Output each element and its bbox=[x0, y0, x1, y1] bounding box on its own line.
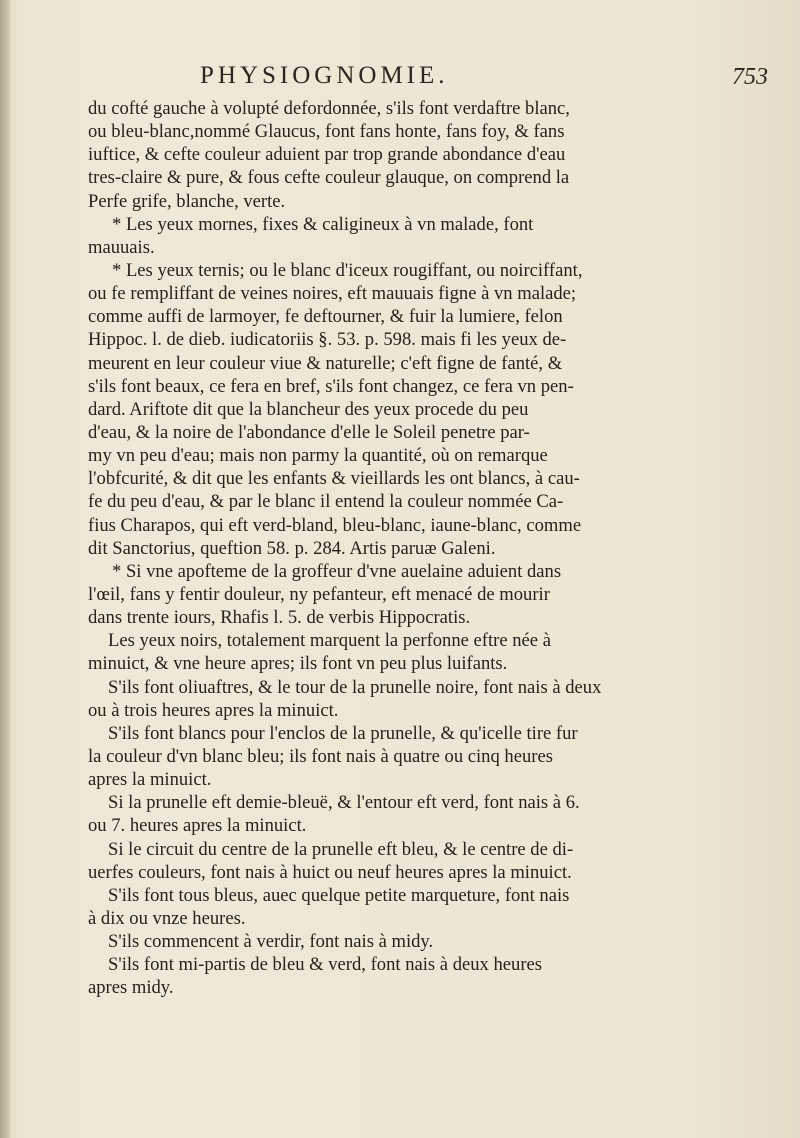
text-line: * Les yeux ternis; ou le blanc d'iceux rougiffant, ou noirciffant, bbox=[112, 259, 583, 281]
text-line: fe du peu d'eau, & par le blanc il entend la couleur nommée Ca- bbox=[88, 491, 564, 513]
text-line: mauuais. bbox=[88, 236, 155, 258]
text-line: S'ils font tous bleus, auec quelque petite marqueture, font nais bbox=[108, 884, 570, 906]
text-line: * Si vne apofteme de la groffeur d'vne auelaine aduient dans bbox=[112, 560, 562, 582]
text-line: minuict, & vne heure apres; ils font vn peu plus luifants. bbox=[88, 653, 508, 675]
text-line: d'eau, & la noire de l'abondance d'elle le Soleil penetre par- bbox=[88, 421, 530, 443]
text-line: du cofté gauche à volupté defordonnée, s'ils font verdaftre blanc, bbox=[88, 98, 570, 119]
text-line: tres-claire & pure, & fous cefte couleur glauque, on comprend la bbox=[88, 167, 570, 189]
text-line: dit Sanctorius, queftion 58. p. 284. Artis paruæ Galeni. bbox=[88, 537, 496, 559]
page-number: 753 bbox=[732, 64, 768, 90]
body-text bbox=[88, 97, 768, 999]
text-line: my vn peu d'eau; mais non parmy la quantité, où on remarque bbox=[88, 445, 548, 467]
text-line: iuftice, & cefte couleur aduient par trop grande abondance d'eau bbox=[88, 144, 566, 166]
text-line: apres la minuict. bbox=[88, 769, 212, 791]
text-line: fius Charapos, qui eft verd-bland, bleu-blanc, iaune-blanc, comme bbox=[88, 514, 582, 536]
text-line: à dix ou vnze heures. bbox=[88, 907, 246, 929]
text-line: ou à trois heures apres la minuict. bbox=[88, 699, 339, 721]
text-line: S'ils font oliuaftres, & le tour de la prunelle noire, font nais à deux bbox=[108, 676, 602, 698]
page-header bbox=[88, 62, 768, 98]
text-line: s'ils font beaux, ce fera en bref, s'ils font changez, ce fera vn pen- bbox=[88, 375, 574, 397]
text-line: ou fe rempliffant de veines noires, eft mauuais figne à vn malade; bbox=[88, 283, 577, 305]
text-line: apres midy. bbox=[88, 977, 174, 999]
text-line: ou 7. heures apres la minuict. bbox=[88, 815, 307, 837]
text-line: * Les yeux mornes, fixes & caligineux à vn malade, font bbox=[112, 213, 534, 235]
text-line: meurent en leur couleur viue & naturelle; c'eft figne de fanté, & bbox=[88, 352, 563, 374]
text-line: dans trente iours, Rhafis l. 5. de verbis Hippocratis. bbox=[88, 607, 471, 629]
text-line: Hippoc. l. de dieb. iudicatoriis §. 53. p. 598. mais fi les yeux de- bbox=[88, 329, 567, 351]
text-line: comme auffi de larmoyer, fe deftourner, & fuir la lumiere, felon bbox=[88, 306, 563, 328]
running-title: PHYSIOGNOMIE. bbox=[200, 62, 449, 89]
text-line: dard. Ariftote dit que la blancheur des yeux procede du peu bbox=[88, 398, 529, 420]
text-line: l'obfcurité, & dit que les enfants & vieillards les ont blancs, à cau- bbox=[88, 468, 580, 490]
text-line: S'ils font blancs pour l'enclos de la prunelle, & qu'icelle tire fur bbox=[108, 722, 578, 744]
text-line: la couleur d'vn blanc bleu; ils font nais à quatre ou cinq heures bbox=[88, 745, 553, 767]
text-line: Perfe grife, blanche, verte. bbox=[88, 190, 286, 212]
text-line: Si la prunelle eft demie-bleuë, & l'entour eft verd, font nais à 6. bbox=[108, 792, 580, 814]
binding-shadow bbox=[0, 0, 10, 1138]
text-line: Les yeux noirs, totalement marquent la perfonne eftre née à bbox=[108, 630, 551, 652]
text-line: Si le circuit du centre de la prunelle eft bleu, & le centre de di- bbox=[108, 838, 574, 860]
text-line: l'œil, fans y fentir douleur, ny pefanteur, eft menacé de mourir bbox=[88, 583, 550, 605]
text-line: S'ils font mi-partis de bleu & verd, font nais à deux heures bbox=[108, 954, 543, 976]
text-line: uerfes couleurs, font nais à huict ou neuf heures apres la minuict. bbox=[88, 861, 572, 883]
text-line: ou bleu-blanc,nommé Glaucus, font fans honte, fans foy, & fans bbox=[88, 121, 565, 143]
text-line: S'ils commencent à verdir, font nais à midy. bbox=[108, 931, 434, 953]
